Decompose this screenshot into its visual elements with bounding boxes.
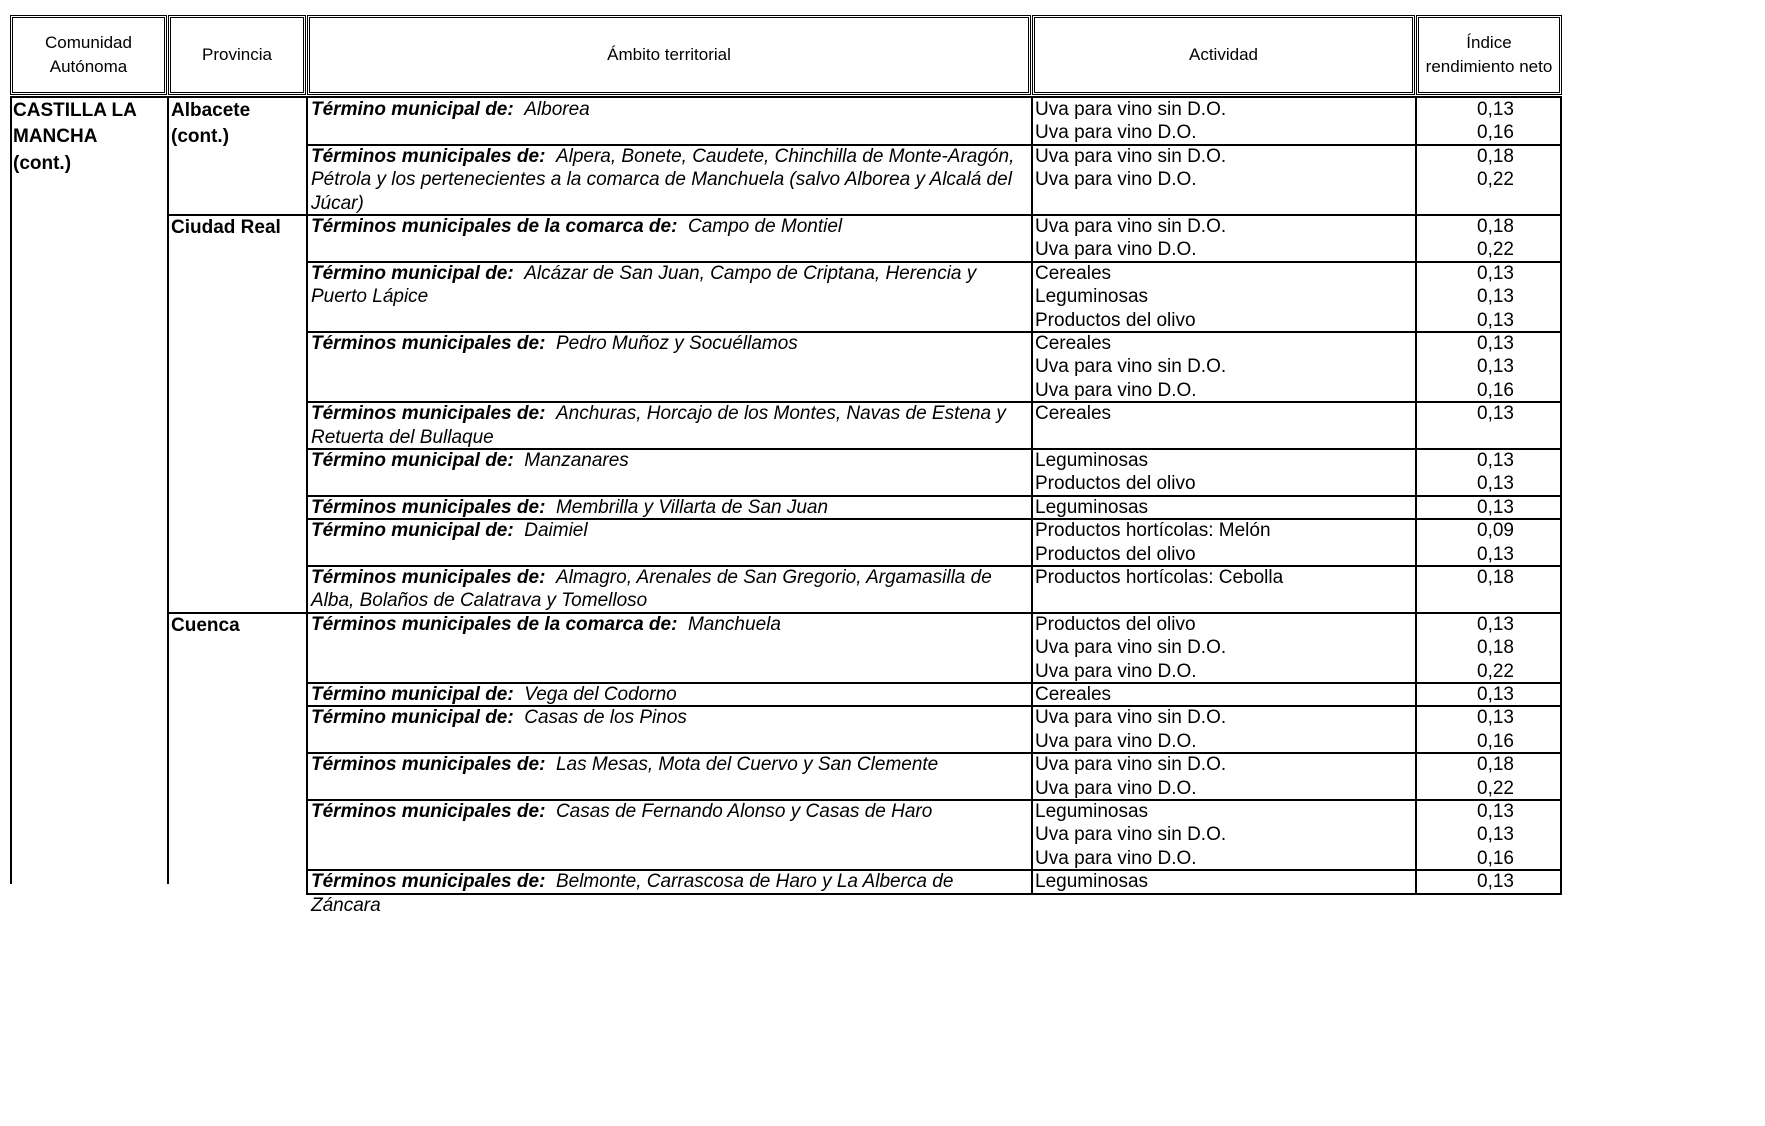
activity-cell: Uva para vino sin D.O. [1035, 824, 1227, 846]
index-cell: 0,22 [1477, 169, 1514, 191]
ambito-cell [311, 496, 1026, 519]
activity-cell: Uva para vino sin D.O. [1035, 637, 1227, 659]
activity-cell: Uva para vino D.O. [1035, 379, 1197, 401]
ambito-cell [311, 332, 1026, 355]
ambito-label: Término municipal de: [311, 99, 525, 120]
comunidad-line2: MANCHA [13, 126, 98, 148]
provincia-line: Ciudad Real [171, 217, 281, 238]
ambito-cell [311, 566, 1026, 613]
ambito-cell [311, 98, 1026, 121]
ambito-names: Manchuela [687, 613, 781, 635]
ambito-label: Términos municipales de: [311, 403, 556, 425]
table-body [10, 98, 1762, 998]
ambito-label: Términos municipales de: [311, 801, 556, 822]
index-cell: 0,18 [1477, 637, 1514, 659]
ambito-label: Términos municipales de: [311, 496, 556, 518]
header-provincia-label: Provincia [202, 45, 272, 64]
column-divider [10, 98, 12, 884]
activity-cell: Cereales [1035, 403, 1112, 425]
header-indice-line1: Índice [1466, 33, 1512, 52]
index-cell: 0,18 [1477, 567, 1514, 588]
index-cell: 0,16 [1477, 122, 1514, 144]
activity-cell: Cereales [1035, 262, 1112, 284]
activity-cell: Uva para vino D.O. [1035, 847, 1197, 869]
ambito-cell [311, 613, 1026, 636]
ambito-names: Alcázar de San Juan, Campo de Criptana, Herencia y Puerto Lápice [311, 262, 977, 308]
ambito-names: Daimiel [524, 520, 588, 542]
index-cell: 0,13 [1477, 309, 1514, 331]
activity-cell: Uva para vino sin D.O. [1035, 216, 1227, 237]
ambito-names: Casas de Fernando Alonso y Casas de Haro [555, 801, 933, 822]
activity-cell: Cereales [1035, 333, 1112, 354]
index-cell: 0,13 [1477, 496, 1514, 518]
index-cell: 0,13 [1477, 871, 1514, 893]
header-ambito-label: Ámbito territorial [607, 45, 731, 64]
ambito-label: Término municipal de: [311, 450, 525, 471]
index-cell: 0,22 [1477, 777, 1514, 799]
index-cell: 0,13 [1477, 333, 1514, 354]
activity-cell: Uva para vino D.O. [1035, 169, 1197, 191]
ambito-label: Términos municipales de: [311, 871, 556, 893]
index-cell: 0,13 [1477, 356, 1514, 378]
activity-cell: Uva para vino D.O. [1035, 730, 1197, 752]
index-cell: 0,13 [1477, 403, 1514, 425]
activity-cell: Uva para vino D.O. [1035, 122, 1197, 144]
index-cell: 0,16 [1477, 847, 1514, 869]
row-divider [306, 893, 1562, 895]
header-comunidad [10, 15, 167, 95]
index-cell: 0,22 [1477, 239, 1514, 261]
index-cell: 0,13 [1477, 613, 1514, 635]
activity-cell: Productos del olivo [1035, 613, 1196, 635]
comunidad-line3: (cont.) [13, 152, 72, 174]
ambito-cell [311, 706, 1026, 729]
activity-cell: Productos hortícolas: Cebolla [1035, 567, 1284, 588]
index-cell: 0,13 [1477, 286, 1514, 308]
ambito-cell [311, 800, 1026, 823]
comunidad-line1: CASTILLA LA [13, 100, 137, 121]
ambito-names: Vega del Codorno [524, 684, 677, 705]
index-cell: 0,13 [1477, 262, 1514, 284]
header-actividad [1032, 15, 1415, 95]
ambito-label: Término municipal de: [311, 520, 525, 542]
ambito-names: Belmonte, Carrascosa de Haro y La Alberca de Záncara [311, 871, 954, 916]
index-cell: 0,18 [1477, 145, 1514, 167]
provincia-line: Cuenca [171, 614, 240, 636]
header-indice-line2: rendimiento neto [1425, 57, 1553, 76]
ambito-label: Término municipal de: [311, 262, 525, 284]
ambito-names: Anchuras, Horcajo de los Montes, Navas de Estena y Retuerta del Bullaque [311, 403, 1006, 448]
ambito-label: Términos municipales de: [311, 333, 556, 354]
ambito-cell [311, 145, 1026, 215]
ambito-cell [311, 262, 1026, 309]
ambito-label: Términos municipales de: [311, 754, 556, 776]
activity-cell: Uva para vino D.O. [1035, 777, 1197, 799]
header-actividad-label: Actividad [1189, 45, 1258, 64]
ambito-cell [311, 753, 1026, 776]
ambito-names: Casas de los Pinos [524, 707, 687, 729]
ambito-cell [311, 519, 1026, 542]
ambito-names: Alpera, Bonete, Caudete, Chinchilla de Monte-Aragón, Pétrola y los pertenecientes a la comarca de Manchuela (salvo Alborea y Alcalá del Júcar) [311, 145, 1015, 214]
ambito-label: Términos municipales de la comarca de: [311, 613, 688, 635]
activity-cell: Productos del olivo [1035, 543, 1196, 565]
index-cell: 0,13 [1477, 450, 1514, 471]
provincia-cell [171, 215, 281, 241]
index-cell: 0,13 [1477, 707, 1514, 729]
index-cell: 0,16 [1477, 730, 1514, 752]
index-cell: 0,09 [1477, 520, 1514, 542]
index-cell: 0,13 [1477, 684, 1514, 705]
ambito-names: Almagro, Arenales de San Gregorio, Argamasilla de Alba, Bolaños de Calatrava y Tomelloso [311, 567, 992, 612]
provincia-cell [171, 613, 240, 639]
ambito-label: Términos municipales de: [311, 145, 556, 167]
activity-cell: Productos del olivo [1035, 309, 1196, 331]
index-cell: 0,13 [1477, 801, 1514, 822]
index-cell: 0,22 [1477, 660, 1514, 682]
activity-cell: Cereales [1035, 684, 1112, 705]
index-cell: 0,18 [1477, 216, 1514, 237]
activity-cell: Uva para vino sin D.O. [1035, 707, 1227, 729]
header-comunidad-line2: Autónoma [49, 57, 128, 76]
header-provincia [168, 15, 306, 95]
activity-cell: Uva para vino sin D.O. [1035, 356, 1227, 378]
activity-cell: Leguminosas [1035, 286, 1149, 308]
provincia-cell [171, 98, 250, 151]
ambito-names: Pedro Muñoz y Socuéllamos [555, 333, 798, 354]
index-cell: 0,13 [1477, 824, 1514, 846]
index-cell: 0,13 [1477, 99, 1514, 120]
ambito-label: Término municipal de: [311, 707, 525, 729]
activity-cell: Leguminosas [1035, 450, 1149, 471]
ambito-names: Membrilla y Villarta de San Juan [555, 496, 829, 518]
index-cell: 0,18 [1477, 754, 1514, 776]
index-cell: 0,13 [1477, 543, 1514, 565]
ambito-names: Manzanares [524, 450, 629, 471]
ambito-cell [311, 683, 1026, 706]
ambito-names: Campo de Montiel [687, 216, 843, 237]
index-cell: 0,16 [1477, 379, 1514, 401]
ambito-label: Términos municipales de: [311, 567, 556, 588]
provincia-line: Albacete [171, 100, 251, 121]
comunidad-cell [13, 98, 137, 177]
ambito-cell [311, 449, 1026, 472]
activity-cell: Leguminosas [1035, 496, 1149, 518]
header-ambito [307, 15, 1031, 95]
activity-cell: Productos hortícolas: Melón [1035, 520, 1271, 542]
activity-cell: Uva para vino D.O. [1035, 660, 1197, 682]
ambito-names: Alborea [524, 99, 590, 120]
activity-cell: Uva para vino D.O. [1035, 239, 1197, 261]
row-divider [167, 96, 306, 98]
index-cell: 0,13 [1477, 473, 1514, 495]
ambito-names: Las Mesas, Mota del Cuervo y San Clemente [555, 754, 939, 776]
activity-cell: Leguminosas [1035, 871, 1149, 893]
activity-cell: Uva para vino sin D.O. [1035, 145, 1227, 167]
header-comunidad-line1: Comunidad [45, 33, 132, 52]
ambito-cell [311, 215, 1026, 238]
activity-cell: Uva para vino sin D.O. [1035, 99, 1227, 120]
provincia-line: (cont.) [171, 126, 230, 148]
activity-cell: Leguminosas [1035, 801, 1149, 822]
activity-cell: Productos del olivo [1035, 473, 1196, 495]
header-indice [1416, 15, 1562, 95]
ambito-cell [311, 402, 1026, 449]
activity-cell: Uva para vino sin D.O. [1035, 754, 1227, 776]
ambito-label: Términos municipales de la comarca de: [311, 216, 688, 237]
ambito-label: Término municipal de: [311, 684, 525, 705]
